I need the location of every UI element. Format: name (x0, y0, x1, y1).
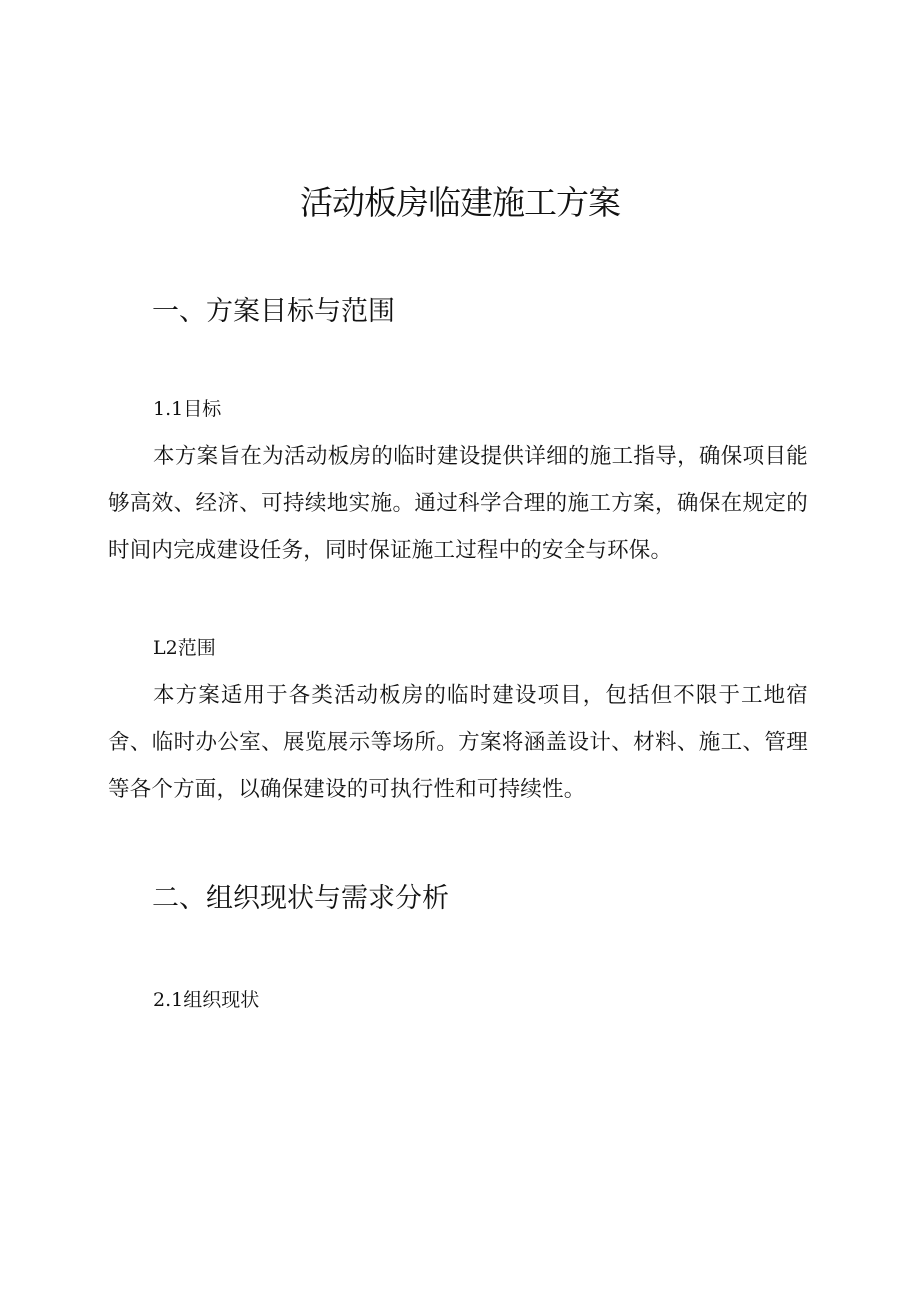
subsection-heading-1-1: 1.1目标 (153, 398, 222, 420)
section-heading-2: 二、组织现状与需求分析 (152, 883, 449, 914)
paragraph-goal: 本方案旨在为活动板房的临时建设提供详细的施工指导，确保项目能够高效、经济、可持续地实施。通过科学合理的施工方案，确保在规定的时间内完成建设任务，同时保证施工过程中的安全与环保。 (108, 444, 808, 563)
document-title: 活动板房临建施工方案 (300, 183, 620, 222)
subsection-heading-2-1: 2.1组织现状 (153, 989, 260, 1011)
section-heading-1: 一、方案目标与范围 (152, 296, 395, 327)
subsection-heading-1-2: L2范围 (153, 637, 216, 659)
paragraph-scope: 本方案适用于各类活动板房的临时建设项目，包括但不限于工地宿舍、临时办公室、展览展示等场所。方案将涵盖设计、材料、施工、管理等各个方面，以确保建设的可执行性和可持续性。 (108, 683, 808, 802)
